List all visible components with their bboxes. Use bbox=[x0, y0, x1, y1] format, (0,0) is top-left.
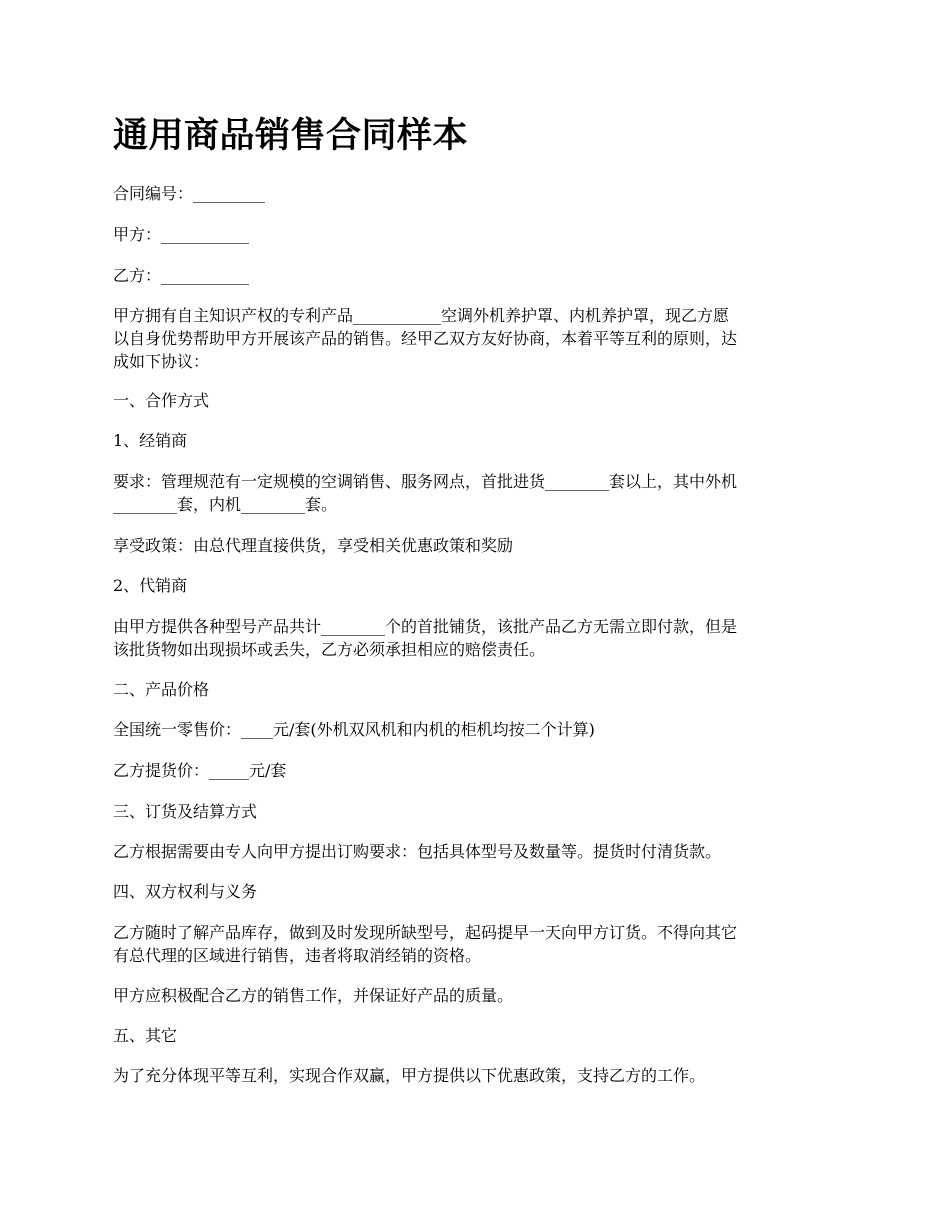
preamble-paragraph bbox=[113, 304, 841, 373]
text-line: 甲方：___________ bbox=[113, 225, 250, 244]
other-terms-paragraph bbox=[113, 1064, 841, 1087]
party-a-line bbox=[113, 223, 841, 246]
text-line: 以自身优势帮助甲方开展该产品的销售。经甲乙双方友好协商，本着平等互利的原则，达 bbox=[113, 329, 738, 348]
ordering-paragraph bbox=[113, 840, 841, 863]
party-b-line bbox=[113, 264, 841, 287]
section-heading bbox=[113, 389, 841, 412]
subsection-heading bbox=[113, 429, 841, 452]
dealer-requirements-paragraph bbox=[113, 470, 841, 516]
text-line: 乙方：___________ bbox=[113, 266, 250, 285]
pickup-price-line bbox=[113, 759, 841, 782]
text-line: 该批货物如出现损坏或丢失，乙方必须承担相应的赔偿责任。 bbox=[113, 640, 546, 659]
retail-price-line bbox=[113, 718, 841, 741]
document-title: 通用商品销售合同样本 bbox=[113, 116, 469, 156]
contract-number-line bbox=[113, 182, 841, 205]
text-line: 有总代理的区域进行销售，违者将取消经销的资格。 bbox=[113, 946, 482, 965]
text-line: 合同编号：_________ bbox=[113, 184, 266, 203]
text-line: 由甲方提供各种型号产品共计________个的首批铺货，该批产品乙方无需立即付款，但是 bbox=[113, 617, 738, 636]
text-line: 一、合作方式 bbox=[113, 391, 210, 410]
text-line: 乙方提货价：_____元/套 bbox=[113, 761, 287, 780]
text-line: 乙方根据需要由专人向甲方提出订购要求：包括具体型号及数量等。提货时付清货款。 bbox=[113, 842, 722, 861]
text-line: 五、其它 bbox=[113, 1026, 178, 1045]
text-line: 三、订货及结算方式 bbox=[113, 802, 258, 821]
consignment-paragraph bbox=[113, 615, 841, 661]
text-line: 全国统一零售价：____元/套(外机双风机和内机的柜机均按二个计算) bbox=[113, 720, 595, 739]
text-line: 乙方随时了解产品库存，做到及时发现所缺型号，起码提早一天向甲方订货。不得向其它 bbox=[113, 923, 738, 942]
text-line: 成如下协议： bbox=[113, 352, 210, 371]
section-heading bbox=[113, 678, 841, 701]
text-line: 1、经销商 bbox=[113, 431, 188, 450]
dealer-policy-paragraph bbox=[113, 534, 841, 557]
text-line: 甲方应积极配合乙方的销售工作，并保证好产品的质量。 bbox=[113, 986, 514, 1005]
text-line: 享受政策：由总代理直接供货，享受相关优惠政策和奖励 bbox=[113, 536, 514, 555]
text-line: 四、双方权利与义务 bbox=[113, 882, 258, 901]
text-line: 要求：管理规范有一定规模的空调销售、服务网点，首批进货________套以上，其中外机 bbox=[113, 472, 738, 491]
text-line: 二、产品价格 bbox=[113, 680, 210, 699]
section-heading bbox=[113, 1024, 841, 1047]
text-line: ________套，内机________套。 bbox=[113, 495, 338, 514]
text-line: 2、代销商 bbox=[113, 576, 188, 595]
subsection-heading bbox=[113, 574, 841, 597]
text-line: 为了充分体现平等互利，实现合作双赢，甲方提供以下优惠政策，支持乙方的工作。 bbox=[113, 1066, 706, 1085]
party-b-obligations-paragraph bbox=[113, 921, 841, 967]
section-heading bbox=[113, 880, 841, 903]
party-a-obligations-paragraph bbox=[113, 984, 841, 1007]
section-heading bbox=[113, 800, 841, 823]
text-line: 甲方拥有自主知识产权的专利产品___________空调外机养护罩、内机养护罩，现乙方愿 bbox=[113, 306, 730, 325]
